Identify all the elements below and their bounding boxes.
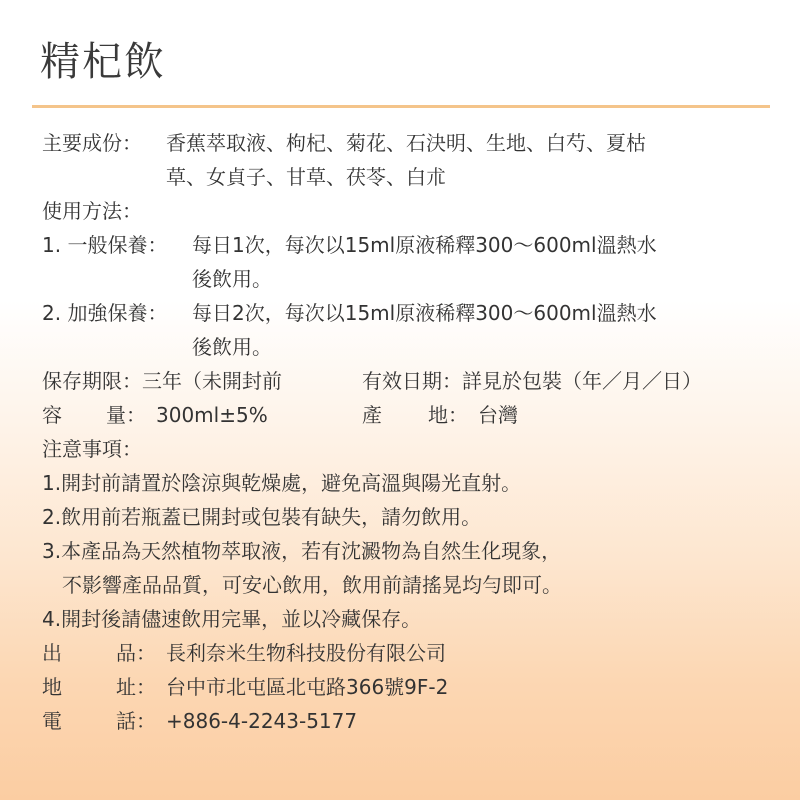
origin-label-a: 產 [362,403,382,427]
title-divider [32,105,770,108]
usage-item-2-text: 每日2次，每次以15ml原液稀釋300～600ml溫熱水 [192,301,657,325]
phone-line: 電 話： +886-4-2243-5177 [42,704,772,738]
volume-value: 300ml±5% [156,403,268,427]
product-info [42,126,772,738]
note-item: 4.開封後請儘速飲用完畢，並以冷藏保存。 [42,607,422,631]
note-item: 2.飲用前若瓶蓋已開封或包裝有缺失，請勿飲用。 [42,505,482,529]
shelf-life: 保存期限：三年（未開封前 [42,369,282,393]
note-item: 1.開封前請置於陰涼與乾燥處，避免高溫與陽光直射。 [42,471,522,495]
usage-item-2 [42,296,772,330]
origin-value: 台灣 [478,403,518,427]
ingredients-value-1: 香蕉萃取液、枸杞、菊花、石決明、生地、白芍、夏枯 [166,131,646,155]
usage-item-1-cont: 後飲用。 [192,267,272,291]
usage-item-2-cont: 後飲用。 [192,335,272,359]
ingredients-line-1 [42,126,772,160]
ingredients-value-2: 草、女貞子、甘草、茯苓、白朮 [166,165,446,189]
notes-heading: 注意事項： [42,437,142,461]
note-item-cont: 不影響產品品質，可安心飲用，飲用前請搖晃均勻即可。 [62,573,562,597]
product-title: 精杞飲 [40,39,166,85]
maker-value: 長利奈米生物科技股份有限公司 [166,641,446,665]
maker-line: 出 品： 長利奈米生物科技股份有限公司 [42,636,772,670]
storage-line [42,364,772,398]
address-value: 台中市北屯區北屯路366號9F-2 [166,675,449,699]
phone-value: +886-4-2243-5177 [166,709,358,733]
usage-heading: 使用方法： [42,199,142,223]
expiry-date: 有效日期：詳見於包裝（年／月／日） [362,369,702,393]
usage-item-1-text: 每日1次，每次以15ml原液稀釋300～600ml溫熱水 [192,233,657,257]
spec-line [42,398,772,432]
volume-label-a: 容 [42,403,62,427]
note-item: 3.本產品為天然植物萃取液，若有沈澱物為自然生化現象， [42,539,562,563]
usage-item-1-label: 1. 一般保養： [42,233,168,257]
volume-label-b: 量： [106,403,146,427]
origin-label-b: 地： [428,403,468,427]
address-line: 地 址： 台中市北屯區北屯路366號9F-2 [42,670,772,704]
usage-item-2-label: 2. 加強保養： [42,301,168,325]
ingredients-line-2 [42,160,772,194]
ingredients-label: 主要成份： [42,131,142,155]
usage-item-1 [42,228,772,262]
